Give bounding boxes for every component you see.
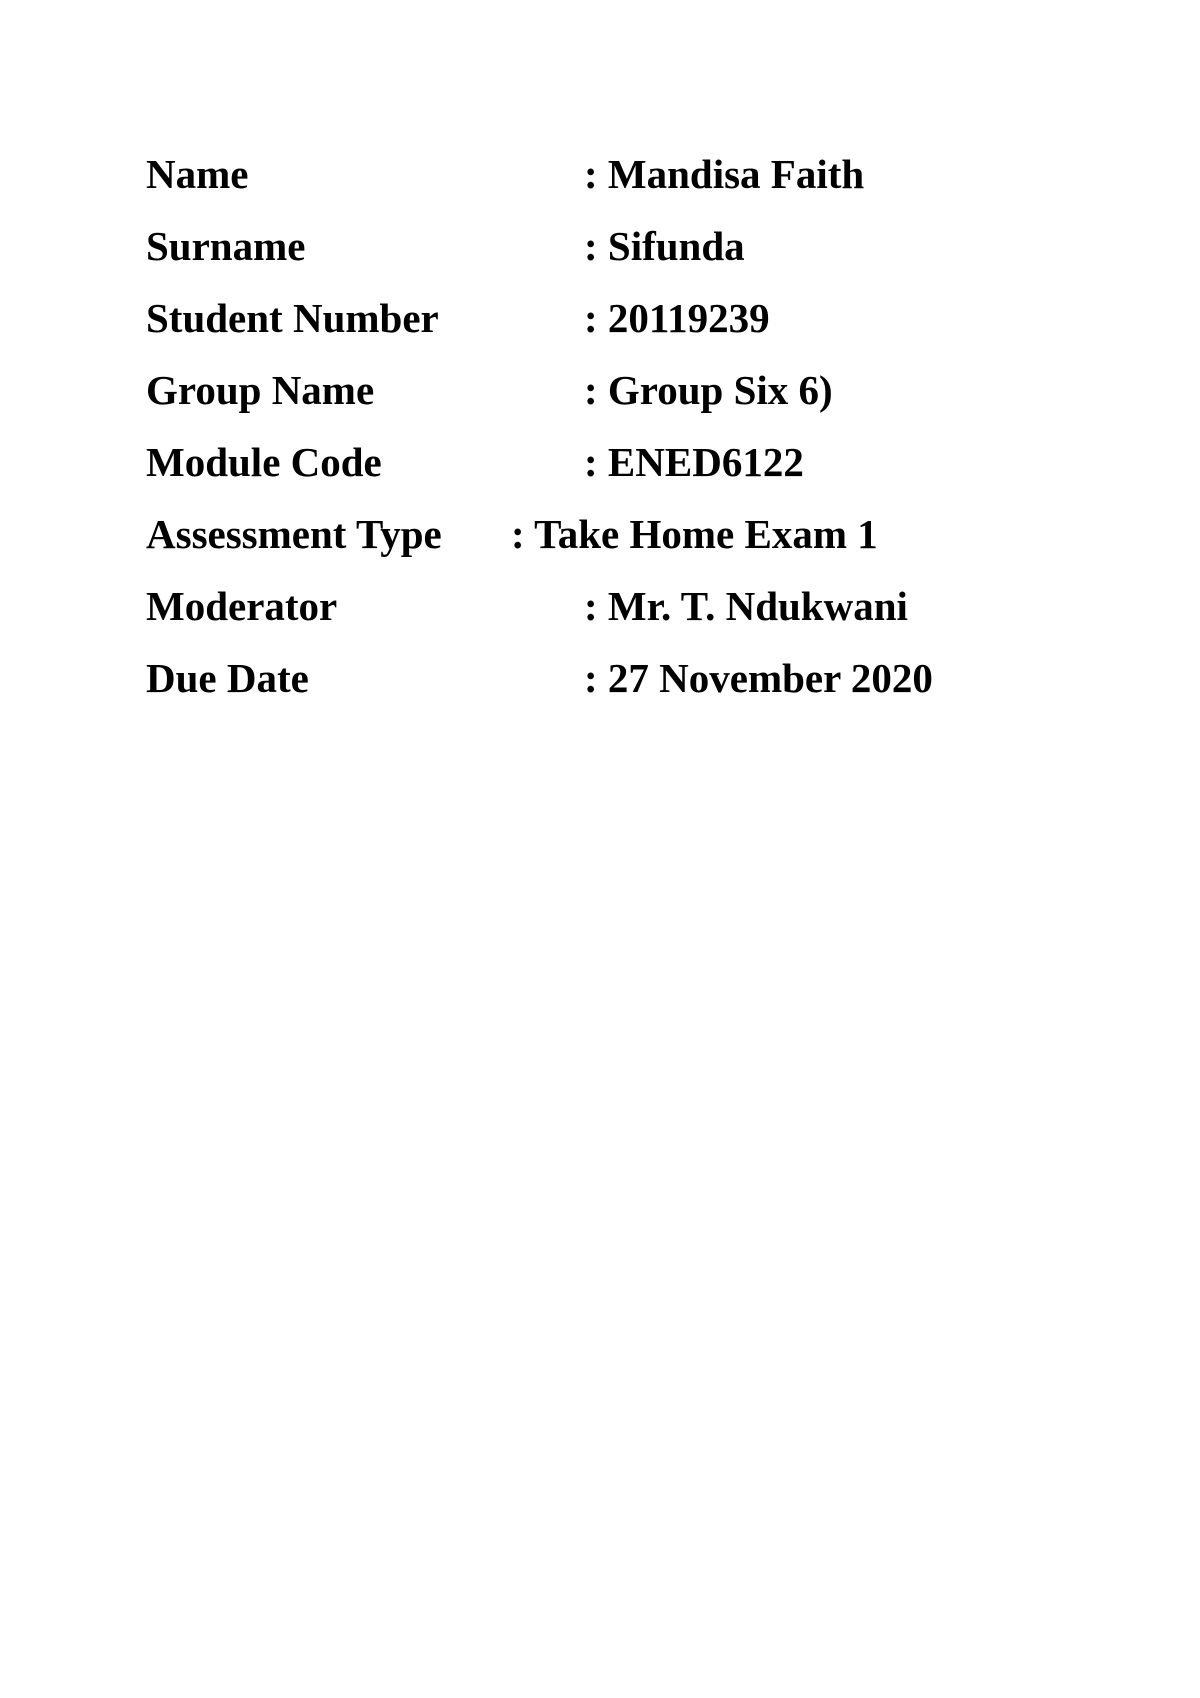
detail-label: Name — [146, 151, 249, 197]
detail-label: Module Code — [146, 439, 382, 485]
detail-row-due-date — [146, 648, 1046, 720]
detail-value: : Mandisa Faith — [584, 151, 865, 197]
detail-label: Moderator — [146, 583, 338, 629]
detail-value: : Group Six 6) — [584, 367, 833, 413]
detail-label: Group Name — [146, 367, 375, 413]
detail-row-name — [146, 144, 1046, 216]
detail-label: Due Date — [146, 655, 309, 701]
detail-value: : 27 November 2020 — [584, 655, 933, 701]
cover-details-list — [146, 144, 1046, 720]
detail-label: Student Number — [146, 295, 439, 341]
detail-row-surname — [146, 216, 1046, 288]
detail-label: Surname — [146, 223, 306, 269]
detail-row-module-code — [146, 432, 1046, 504]
detail-row-group-name — [146, 360, 1046, 432]
detail-row-moderator — [146, 576, 1046, 648]
detail-label: Assessment Type — [146, 511, 442, 557]
detail-row-student-number — [146, 288, 1046, 360]
detail-value: : ENED6122 — [584, 439, 804, 485]
detail-row-assessment-type — [146, 504, 1046, 576]
detail-value: : Sifunda — [584, 223, 745, 269]
detail-value: : Mr. T. Ndukwani — [584, 583, 908, 629]
detail-value: : 20119239 — [584, 295, 770, 341]
detail-value: : Take Home Exam 1 — [511, 511, 878, 557]
